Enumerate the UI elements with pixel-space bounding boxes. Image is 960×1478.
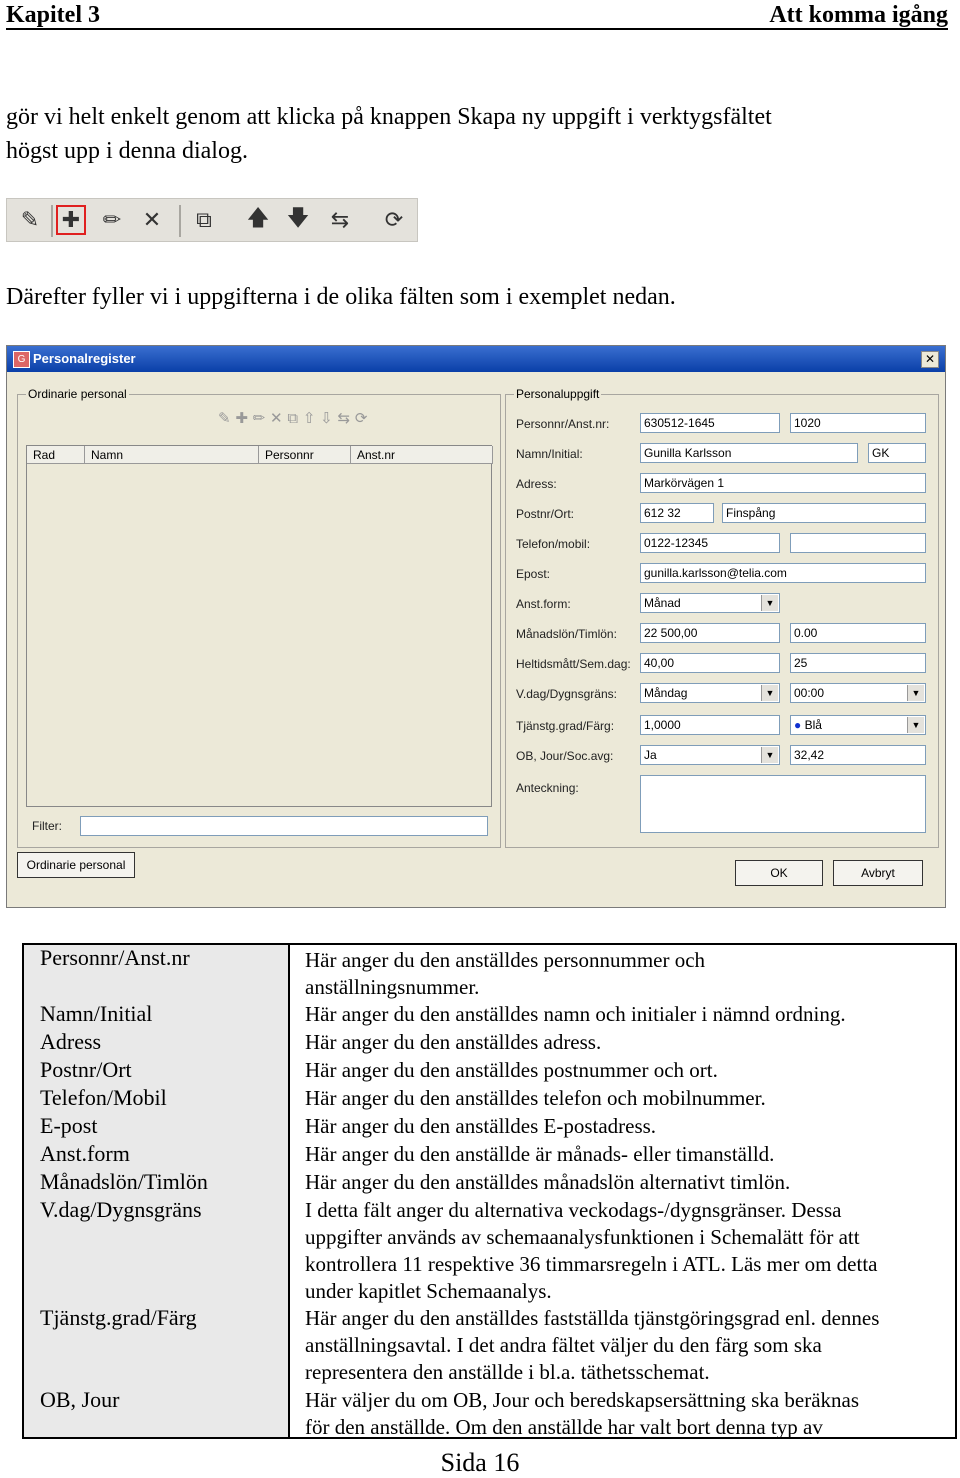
ordinarie-personal-group [17,387,501,848]
page-header [6,0,948,30]
desc-line: för den anställde. Om den anställde har valt bort denna typ av [305,1415,823,1439]
ort-input[interactable]: Finspång [722,503,926,523]
postnr-input[interactable]: 612 32 [640,503,714,523]
label-ob: OB, Jour/Soc.avg: [516,749,614,763]
timlon-input[interactable]: 0.00 [790,623,926,643]
epost-input[interactable]: gunilla.karlsson@telia.com [640,563,926,583]
personalregister-dialog [6,345,946,908]
desc-anstform: Här anger du den anställde är månads- eller timanställd. [305,1142,775,1166]
desc-namn: Här anger du den anställdes namn och initialer i nämnd ordning. [305,1002,846,1026]
desc-postnr: Här anger du den anställdes postnummer och ort. [305,1058,718,1082]
term-ob: OB, Jour [40,1387,120,1412]
label-tjanstgrad: Tjänstg.grad/Färg: [516,719,615,733]
page-number: Sida 16 [440,1448,520,1477]
filter-label: Filter: [32,819,62,833]
term-vdag: V.dag/Dygnsgräns [40,1197,202,1222]
vdag-select[interactable] [640,683,780,703]
farg-select[interactable] [790,715,926,735]
desc-line: anställningsnummer. [305,975,480,999]
group-label: Ordinarie personal [28,387,127,401]
personaluppgift-group [505,387,939,848]
desc-line: Här anger du den anställdes fastställda tjänstgöringsgrad enl. dennes [305,1306,880,1330]
term-telefon: Telefon/Mobil [40,1085,167,1110]
label-adress: Adress: [516,477,557,491]
term-adress: Adress [40,1029,102,1054]
chapter-label: Kapitel 3 [6,2,100,28]
app-icon: G [13,351,30,368]
chevron-down-icon[interactable]: ▼ [761,685,778,701]
magic-wand-icon[interactable]: ✎ [20,207,40,233]
desc-adress: Här anger du den anställdes adress. [305,1030,602,1054]
desc-line: I detta fält anger du alternativa veckodags-/dygnsgränser. Dessa [305,1198,842,1222]
semdag-input[interactable]: 25 [790,653,926,673]
heltid-input[interactable]: 40,00 [640,653,780,673]
col-header-anstnr[interactable]: Anst.nr [351,446,493,464]
pencil-icon[interactable]: ✏ [102,207,122,233]
term-anstform: Anst.form [40,1141,130,1166]
col-header-rad[interactable]: Rad [27,446,85,464]
title-bar [7,346,945,372]
chevron-down-icon[interactable]: ▼ [761,747,778,763]
term-manadslon: Månadslön/Timlön [40,1169,208,1194]
col-header-namn[interactable]: Namn [85,446,259,464]
personnr-input[interactable]: 630512-1645 [640,413,780,433]
desc-line: representera den anställde i bl.a. täthetsschemat. [305,1360,710,1384]
namn-input[interactable]: Gunilla Karlsson [640,443,858,463]
desc-line: under kapitlet Schemaanalys. [305,1279,552,1303]
desc-ob [305,1387,950,1441]
intro-para-2: Därefter fyller vi i uppgifterna i de olika fälten som i exemplet nedan. [6,284,676,310]
desc-telefon: Här anger du den anställdes telefon och mobilnummer. [305,1086,766,1110]
initial-input[interactable]: GK [868,443,926,463]
swap-arrows-icon[interactable]: ⇆ [330,207,350,233]
anstform-select[interactable] [640,593,780,613]
label-namn: Namn/Initial: [516,447,583,461]
toolbar-separator [51,205,53,237]
dygnsgrans-select[interactable] [790,683,926,703]
toolbar-separator [179,205,181,237]
label-personnr: Personnr/Anst.nr: [516,417,610,431]
ob-value: Ja [644,748,657,762]
chevron-down-icon[interactable]: ▼ [761,595,778,611]
term-postnr: Postnr/Ort [40,1057,132,1082]
close-icon[interactable]: ✕ [921,351,939,368]
desc-tjanstgrad [305,1305,950,1386]
dialog-title: Personalregister [33,351,136,366]
intro-line-2: högst upp i denna dialog. [6,138,248,164]
label-postnr: Postnr/Ort: [516,507,575,521]
filter-input[interactable] [80,816,488,836]
mini-toolbar: ✎ ✚ ✏ ✕ ⧉ ⇧ ⇩ ⇆ ⟳ [218,409,368,427]
label-telefon: Telefon/mobil: [516,537,591,551]
mobil-input[interactable] [790,533,926,553]
desc-line: Här anger du den anställdes personnummer och [305,948,706,972]
manadslon-input[interactable]: 22 500,00 [640,623,780,643]
farg-value: Blå [804,718,822,732]
anteckning-textarea[interactable] [640,775,926,833]
desc-personnr [305,947,950,1001]
field-description-table [22,943,957,1439]
staff-list[interactable] [26,445,492,807]
col-header-personnr[interactable]: Personnr [259,446,351,464]
plus-icon[interactable]: ✚ [56,205,86,235]
intro-line-1: gör vi helt enkelt genom att klicka på knappen Skapa ny uppgift i verktygsfältet [6,104,772,130]
label-epost: Epost: [516,567,551,581]
desc-line: kontrollera 11 respektive 36 timmarsregeln i ATL. Läs mer om detta [305,1252,878,1276]
dygnsgrans-value: 00:00 [794,686,825,700]
arrow-down-icon[interactable]: 🡇 [286,206,310,231]
group-label: Personaluppgift [516,387,600,401]
term-namn: Namn/Initial [40,1001,153,1026]
ok-button[interactable]: OK [735,860,823,886]
refresh-icon[interactable]: ⟳ [384,207,404,233]
label-vdag: V.dag/Dygnsgräns: [516,687,617,701]
desc-manadslon: Här anger du den anställdes månadslön alternativt timlön. [305,1170,791,1194]
chevron-down-icon[interactable]: ▼ [907,685,924,701]
color-dot-icon: ● [794,718,802,732]
delete-x-icon[interactable]: ✕ [142,207,162,233]
copy-icon[interactable]: ⧉ [196,207,212,233]
term-personnr: Personnr/Anst.nr [40,945,190,970]
chevron-down-icon[interactable]: ▼ [907,717,924,733]
vdag-value: Måndag [644,686,688,700]
anstform-value: Månad [644,596,681,610]
chapter-title: Att komma igång [769,2,948,28]
desc-line: Här väljer du om OB, Jour och beredskapsersättning ska beräknas [305,1388,860,1412]
label-heltid: Heltidsmått/Sem.dag: [516,657,631,671]
term-tjanstgrad: Tjänstg.grad/Färg [40,1305,197,1330]
ordinarie-personal-button[interactable]: Ordinarie personal [17,852,135,878]
adress-input[interactable]: Markörvägen 1 [640,473,926,493]
label-anteckning: Anteckning: [516,781,579,795]
arrow-up-icon[interactable]: 🡅 [246,206,270,231]
desc-line: anställningsavtal. I det andra fältet väljer du den färg som ska [305,1333,822,1357]
desc-epost: Här anger du den anställdes E-postadress. [305,1114,657,1138]
socavg-input[interactable]: 32,42 [790,745,926,765]
ob-select[interactable] [640,745,780,765]
telefon-input[interactable]: 0122-12345 [640,533,780,553]
term-epost: E-post [40,1113,98,1138]
desc-line: uppgifter används av schemaanalysfunktionen i Schemalätt för att [305,1225,860,1249]
label-anstform: Anst.form: [516,597,571,611]
avbryt-button[interactable]: Avbryt [833,860,923,886]
desc-vdag [305,1197,950,1305]
label-manadslon: Månadslön/Timlön: [516,627,617,641]
tjanstgrad-input[interactable]: 1,0000 [640,715,780,735]
toolbar-strip [6,198,418,242]
anstnr-input[interactable]: 1020 [790,413,926,433]
